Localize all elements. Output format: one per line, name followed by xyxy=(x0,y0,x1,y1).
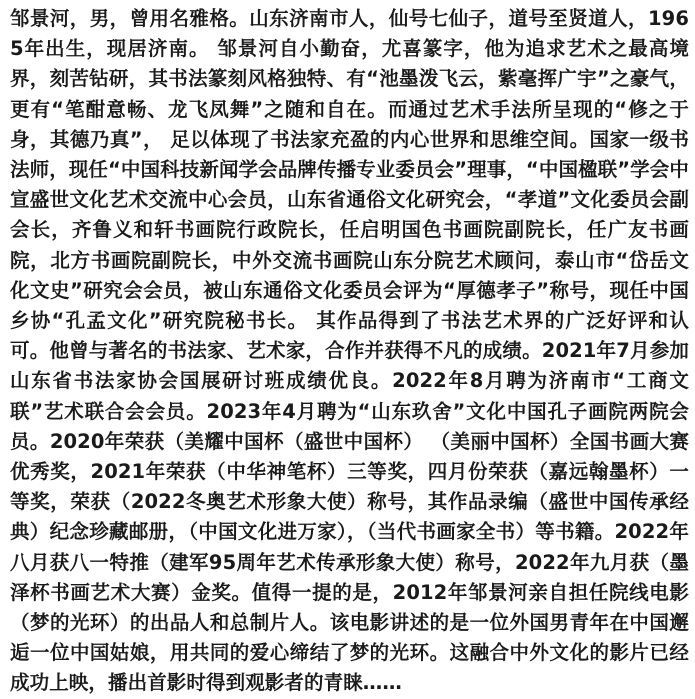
biography-paragraph: 邹景河，男，曾用名雅格。山东济南市人，仙号七仙子，道号至贤道人，1965年出生，现居济南。 邹景河自小勤奋，尤喜篆字，他为追求艺术之最高境界，刻苦钻研，其书法篆刻风格独特、有“池墨泼飞云，紫毫挥广宇”之豪气，更有“笔酣意畅、龙飞凤舞”之随和自在。而通过艺术手法所呈现的“修之于身，其德乃真”， 足以体现了书法家充盈的内心世界和思维空间。国家一级书法师，现任“中国科技新闻学会品牌传播专业委员会”理事，“中国楹联”学会中宣盛世文化艺术交流中心会员，山东省通俗文化研究会，“孝道”文化委员会副会长，齐鲁义和轩书画院行政院长，任启明国色书画院副院长，任广友书画院，北方书画院副院长，中外交流书画院山东分院艺术顾问，泰山市“岱岳文化文史”研究会会员，被山东通俗文化委员会评为“厚德孝子”称号，现任中国乡协“孔孟文化”研究院秘书长。 其作品得到了书法艺术界的广泛好评和认可。他曾与著名的书法家、艺术家，合作并获得不凡的成绩。2021年7月参加山东省书法家协会国展研讨班成绩优良。2022年8月聘为济南市“工商文联”艺术联合会会员。2023年4月聘为“山东玖舍”文化中国孔子画院两院会员。2020年荣获（美耀中国杯（盛世中国杯） （美丽中国杯）全国书画大赛优秀奖，2021年荣获（中华神笔杯）三等奖，四月份荣获（嘉远翰墨杯）一等奖，荣获（2022冬奥艺术形象大使）称号，其作品录编（盛世中国传承经典）纪念珍藏邮册，（中国文化进万家），（当代书画家全书）等书籍。2022年八月获八一特推（建军95周年艺术传承形象大使）称号，2022年九月获（墨泽杯书画艺术大赛）金奖。值得一提的是，2012年邹景河亲自担任院线电影（梦的光环）的出品人和总制片人。该电影讲述的是一位外国男青年在中国邂逅一位中国姑娘，用共同的爱心缔结了梦的光环。这融合中外文化的影片已经成功上映，播出首影时得到观影者的青睐…… xyxy=(10,7,689,695)
